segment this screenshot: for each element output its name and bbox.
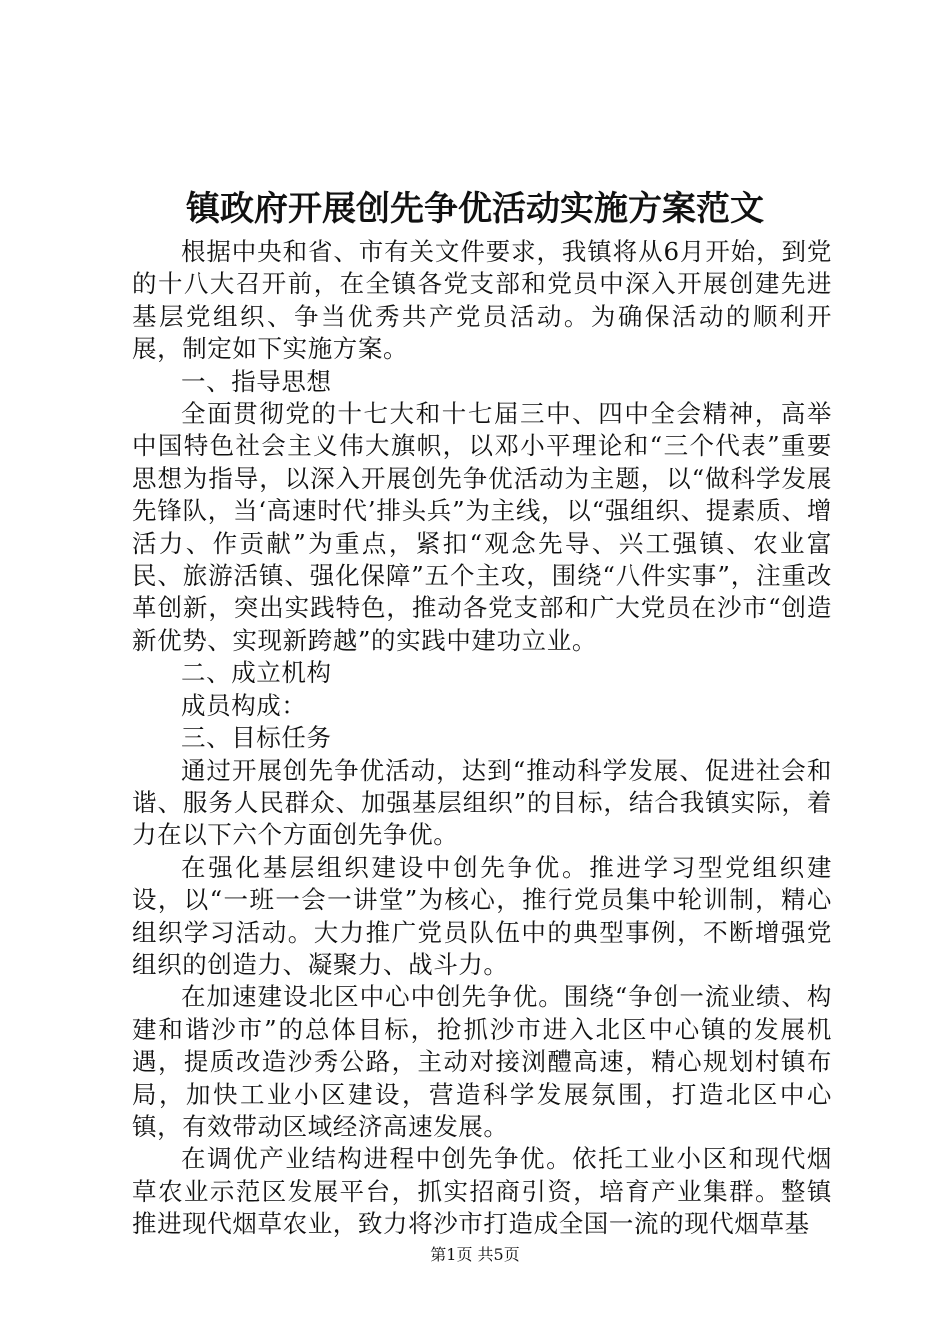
document-body [132,236,832,1241]
section-heading-goals: 三、目标任务 [181,723,332,753]
section-heading-organization: 二、成立机构 [181,658,332,688]
page-footer: 第1页 共5页 [430,1245,520,1264]
section-heading-guiding-ideology: 一、指导思想 [181,366,332,396]
paragraph-grassroots: 在强化基层组织建设中创先争优。推进学习型党组织建设，以“一班一会一讲堂”为核心，推行党员集中轮训制，精心组织学习活动。大力推广党员队伍中的典型事例，不断增强党组织的创造力、凝聚力、战斗力。 [132,852,832,979]
paragraph-members: 成员构成： [181,690,307,720]
paragraph-goals: 通过开展创先争优活动，达到“推动科学发展、促进社会和谐、服务人民群众、加强基层组织”的目标，结合我镇实际，着力在以下六个方面创先争优。 [132,755,832,850]
paragraph-intro: 根据中央和省、市有关文件要求，我镇将从6月开始，到党的十八大召开前，在全镇各党支部和党员中深入开展创建先进基层党组织、争当优秀共产党员活动。为确保活动的顺利开展，制定如下实施方案。 [132,237,832,364]
paragraph-north-district: 在加速建设北区中心中创先争优。围绕“争创一流业绩、构建和谐沙市”的总体目标，抢抓沙市进入北区中心镇的发展机遇，提质改造沙秀公路，主动对接浏醴高速，精心规划村镇布局，加快工业小区建设，营造科学发展氛围，打造北区中心镇，有效带动区域经济高速发展。 [132,982,832,1141]
paragraph-guiding-ideology: 全面贯彻党的十七大和十七届三中、四中全会精神，高举中国特色社会主义伟大旗帜，以邓小平理论和“三个代表”重要思想为指导，以深入开展创先争优活动为主题，以“做科学发展先锋队，当‘高速时代’排头兵”为主线，以“强组织、提素质、增活力、作贡献”为重点，紧扣“观念先导、兴工强镇、农业富民、旅游活镇、强化保障”五个主攻，围绕“八件实事”，注重改革创新，突出实践特色，推动各党支部和广大党员在沙市“创造新优势、实现新跨越”的实践中建功立业。 [132,399,832,655]
document-title: 镇政府开展创先争优活动实施方案范文 [186,189,764,229]
paragraph-industry-structure: 在调优产业结构进程中创先争优。依托工业小区和现代烟草农业示范区发展平台，抓实招商引资，培育产业集群。整镇推进现代烟草农业，致力将沙市打造成全国一流的现代烟草基 [132,1144,832,1239]
